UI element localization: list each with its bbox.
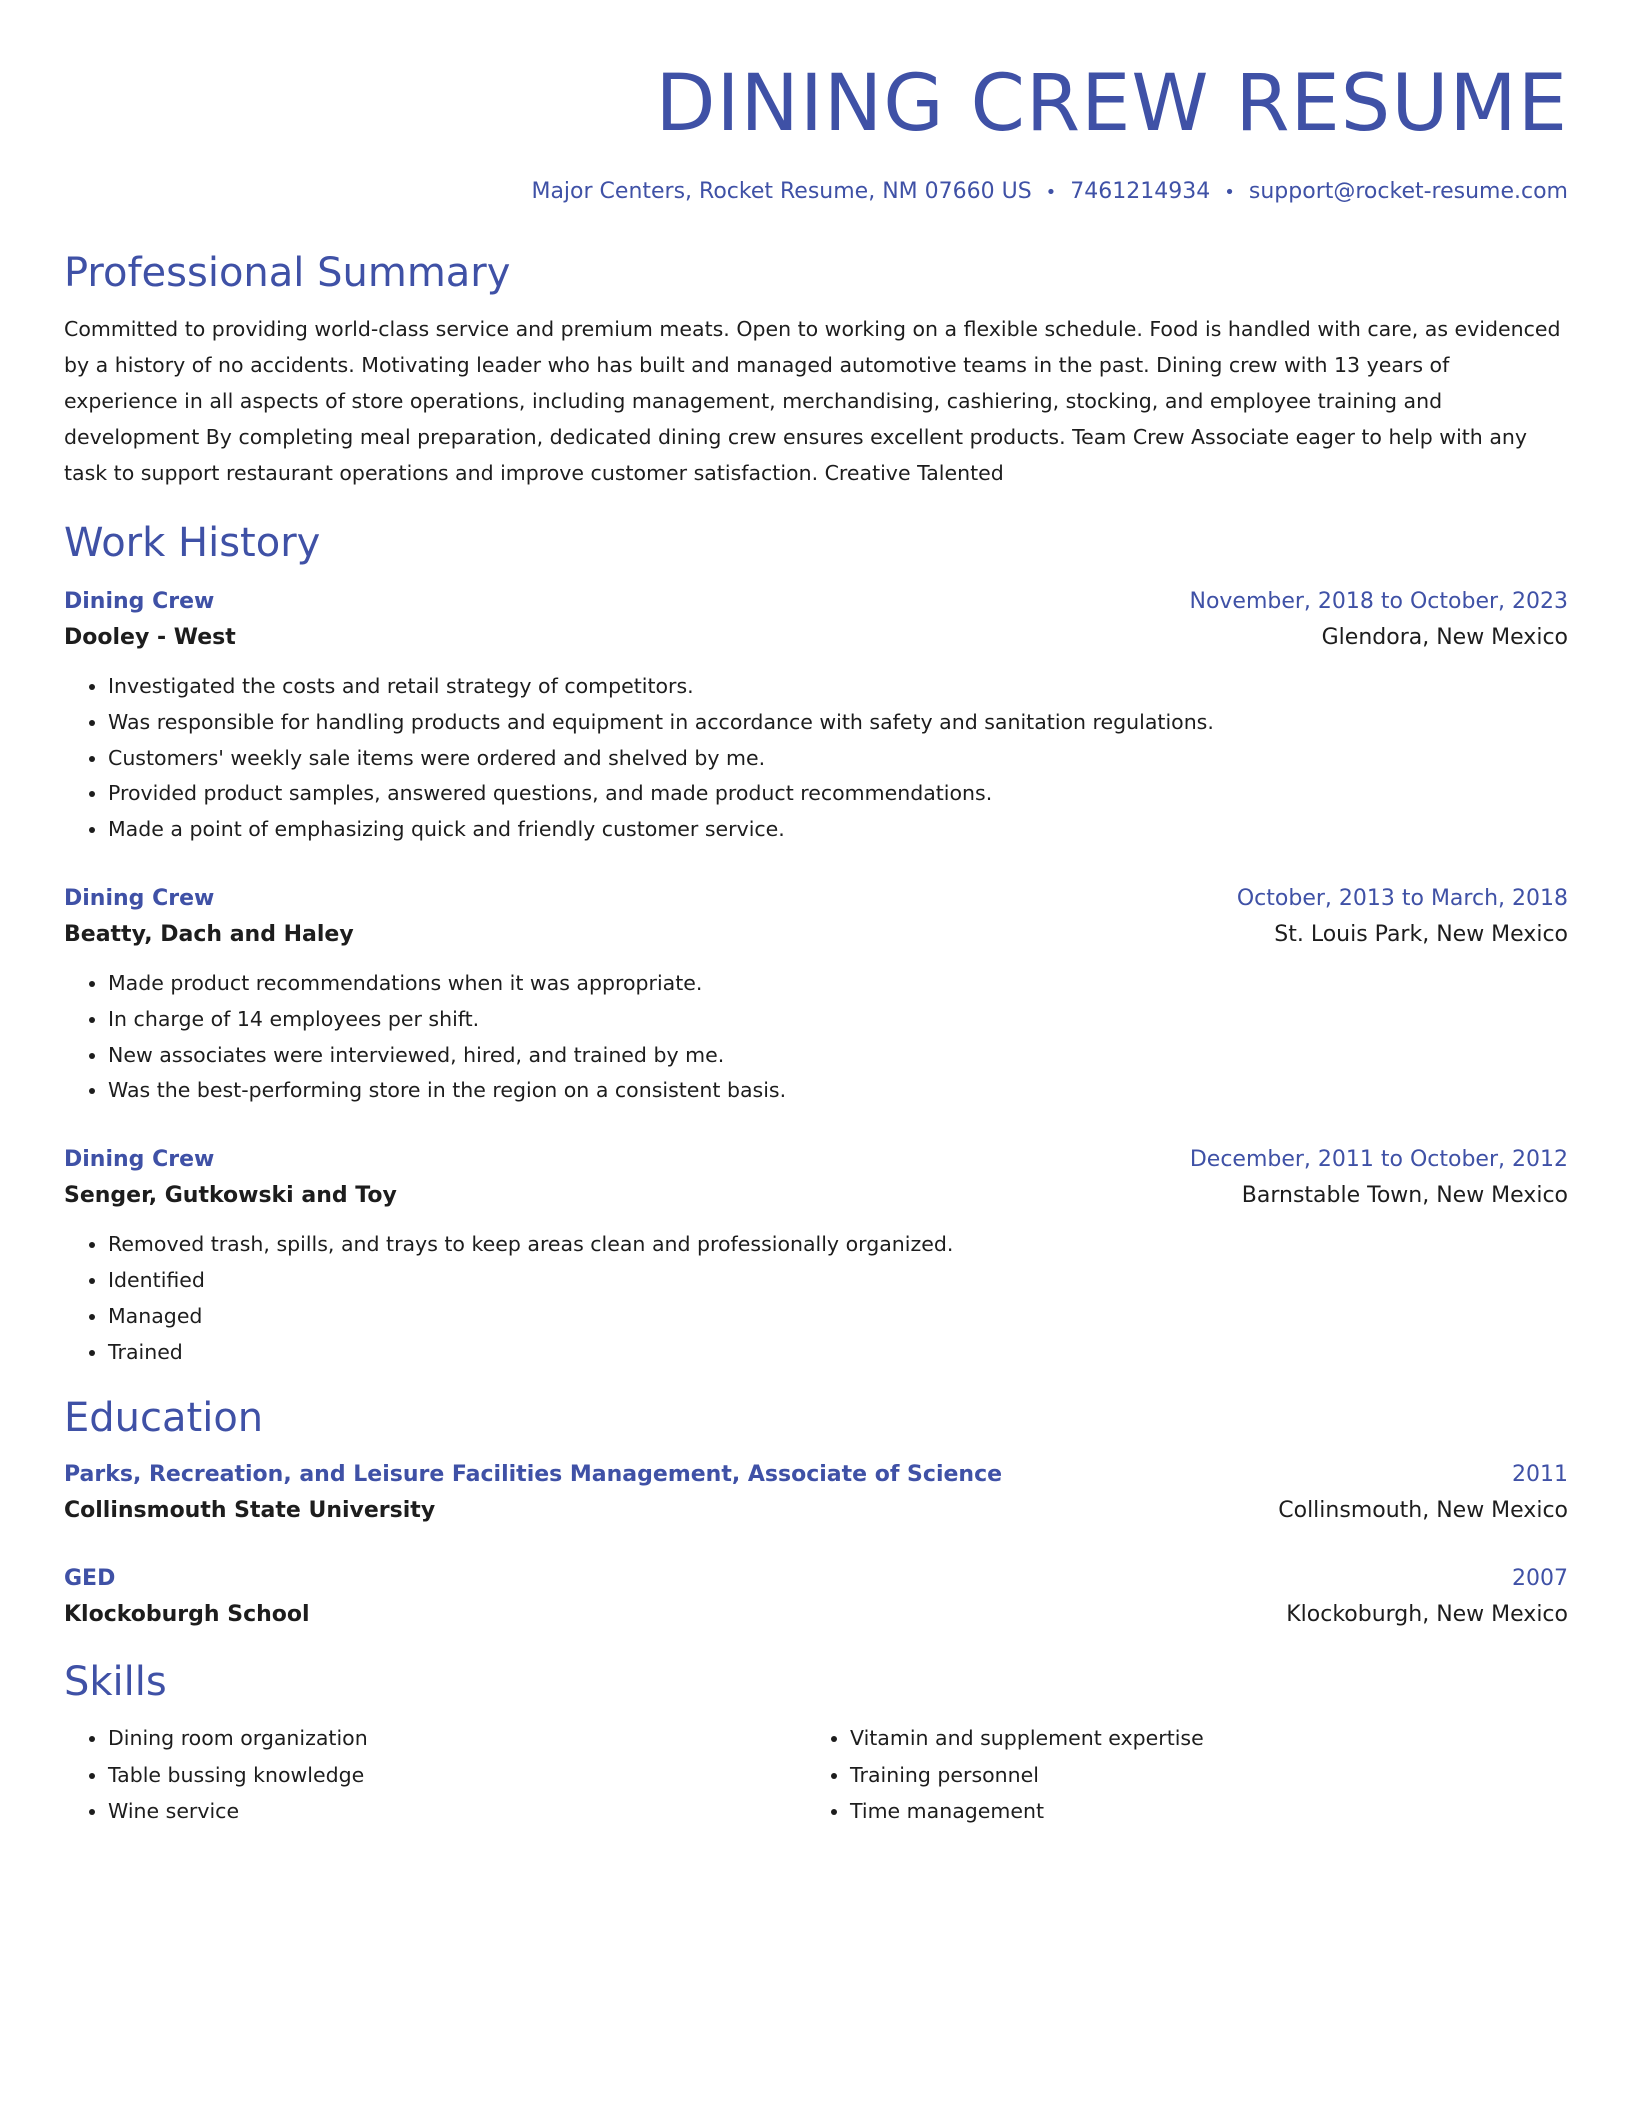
job-duty: • In charge of 14 employees per shift.	[108, 1002, 1568, 1038]
job-header-row	[64, 1143, 1568, 1177]
job-role: Dining Crew	[64, 885, 215, 911]
job-location: Barnstable Town, New Mexico	[1241, 1183, 1568, 1209]
contact-phone: 7461214934	[1070, 179, 1211, 204]
education-year: 2007	[1512, 1566, 1568, 1592]
contact-email: support@rocket-resume.com	[1248, 179, 1568, 204]
education-degree: Parks, Recreation, and Leisure Facilities Management, Associate of Science	[64, 1462, 1003, 1488]
job-employer-row	[64, 916, 1568, 954]
skill-item: • Wine service	[108, 1793, 806, 1830]
job-duty: • Provided product samples, answered questions, and made product recommendations.	[108, 776, 1568, 812]
job-duties-list	[64, 669, 1568, 848]
job-duty: • Identified	[108, 1263, 1568, 1299]
job-header-row	[64, 585, 1568, 619]
job-role: Dining Crew	[64, 589, 215, 614]
section-title-skills: Skills	[64, 1659, 167, 1706]
education-school: Klockoburgh School	[64, 1602, 310, 1628]
skill-item: • Vitamin and supplement expertise	[850, 1720, 1548, 1757]
job-duty: • Customers' weekly sale items were ordered and shelved by me.	[108, 741, 1568, 777]
education-entry	[64, 1458, 1568, 1530]
job-dates: November, 2018 to October, 2023	[1189, 589, 1568, 614]
job-duties-list	[64, 966, 1568, 1109]
contact-separator: •	[1045, 182, 1057, 203]
job-duty: • Made product recommendations when it was appropriate.	[108, 966, 1568, 1002]
skills-list-right	[806, 1720, 1548, 1830]
section-title-summary: Professional Summary	[64, 250, 511, 296]
job-duty: • Investigated the costs and retail strategy of competitors.	[108, 669, 1568, 705]
summary-text: Committed to providing world-class service and premium meats. Open to working on a flexible schedule. Food is handled with care, as evidenced by a history of no accidents. Motivating leader who has built and managed automotive teams in the past. Dining crew with 13 years of experience in all aspects of store operations, including management, merchandising, cashiering, stocking, and employee training and development By completing meal preparation, dedicated dining crew ensures excellent products. Team Crew Associate eager to help with any task to support restaurant operations and improve customer satisfaction. Creative Talented	[64, 317, 1561, 485]
job-dates: October, 2013 to March, 2018	[1236, 885, 1568, 911]
skills-list-left	[64, 1720, 806, 1830]
job-employer: Senger, Gutkowski and Toy	[64, 1183, 397, 1209]
skill-item: • Dining room organization	[108, 1720, 806, 1757]
contact-line	[64, 176, 1568, 209]
job-location: Glendora, New Mexico	[1321, 625, 1568, 650]
education-header-row	[64, 1562, 1568, 1596]
education-year: 2011	[1512, 1462, 1568, 1488]
job-duty: • Was responsible for handling products and equipment in accordance with safety and sanitation regulations.	[108, 705, 1568, 741]
section-title-work-history: Work History	[64, 520, 321, 566]
job-employer-row	[64, 1177, 1568, 1215]
job-entry	[64, 585, 1568, 848]
contact-address: Major Centers, Rocket Resume, NM 07660 US	[531, 179, 1032, 204]
skill-item: • Table bussing knowledge	[108, 1757, 806, 1794]
education-school: Collinsmouth State University	[64, 1498, 436, 1524]
job-employer: Dooley - West	[64, 625, 236, 650]
skills-columns	[64, 1720, 1568, 1830]
job-entry	[64, 1143, 1568, 1370]
education-school-row	[64, 1596, 1568, 1634]
job-employer-row	[64, 619, 1568, 657]
job-duty: • Made a point of emphasizing quick and friendly customer service.	[108, 812, 1568, 848]
job-duties-list	[64, 1227, 1568, 1370]
skill-item: • Training personnel	[850, 1757, 1548, 1794]
job-role: Dining Crew	[64, 1147, 215, 1173]
job-entry	[64, 882, 1568, 1109]
job-duty: • Was the best-performing store in the region on a consistent basis.	[108, 1073, 1568, 1109]
job-duty: • Removed trash, spills, and trays to keep areas clean and professionally organized.	[108, 1227, 1568, 1263]
education-entry	[64, 1562, 1568, 1634]
job-dates: December, 2011 to October, 2012	[1189, 1147, 1568, 1173]
section-title-education: Education	[64, 1395, 264, 1442]
job-employer: Beatty, Dach and Haley	[64, 921, 354, 947]
job-header-row	[64, 882, 1568, 916]
education-location: Klockoburgh, New Mexico	[1286, 1602, 1568, 1628]
resume-title: DINING CREW RESUME	[655, 59, 1568, 149]
education-school-row	[64, 1492, 1568, 1530]
job-duty: • Managed	[108, 1299, 1568, 1335]
education-header-row	[64, 1458, 1568, 1492]
job-duty: • Trained	[108, 1335, 1568, 1371]
job-location: St. Louis Park, New Mexico	[1274, 921, 1568, 947]
education-degree: GED	[64, 1566, 116, 1592]
education-location: Collinsmouth, New Mexico	[1278, 1498, 1568, 1524]
resume-header	[64, 56, 1568, 209]
contact-separator: •	[1224, 182, 1235, 203]
skill-item: • Time management	[850, 1793, 1548, 1830]
job-duty: • New associates were interviewed, hired, and trained by me.	[108, 1038, 1568, 1074]
